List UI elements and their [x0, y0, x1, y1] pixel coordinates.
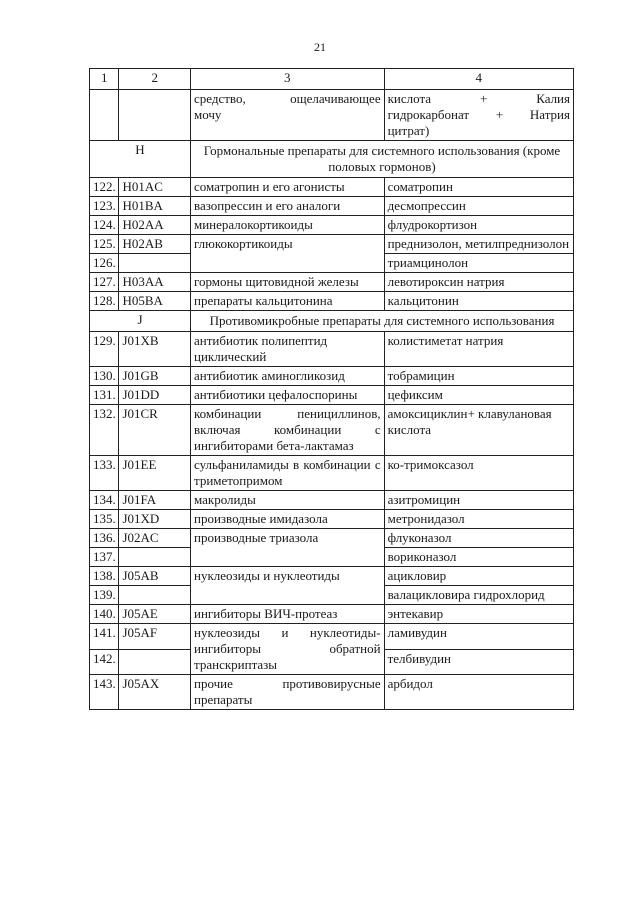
- row-number: 137.: [90, 548, 119, 567]
- table-row: [90, 456, 574, 491]
- row-number: 135.: [90, 510, 119, 529]
- drug-name: цефиксим: [384, 386, 573, 405]
- atc-code: [119, 649, 191, 675]
- table-row: [90, 197, 574, 216]
- atc-code: H01AC: [119, 178, 191, 197]
- drug-name: ламивудин: [384, 624, 573, 650]
- group-line: мочу: [194, 107, 222, 122]
- row-number: 131.: [90, 386, 119, 405]
- section-title: Гормональные препараты для системного использования (кроме половых гормонов): [191, 141, 574, 178]
- drug-group: глюкокортикоиды: [191, 235, 385, 273]
- atc-code: J02AC: [119, 529, 191, 548]
- drug-name: энтекавир: [384, 605, 573, 624]
- header-col-2: 2: [119, 69, 191, 90]
- drug-name: десмопрессин: [384, 197, 573, 216]
- drug-name: левотироксин натрия: [384, 273, 573, 292]
- drug-name: ацикловир: [384, 567, 573, 586]
- atc-code: J05AX: [119, 675, 191, 710]
- atc-code: H01BA: [119, 197, 191, 216]
- drug-group: прочие противовирусные препараты: [191, 675, 385, 710]
- atc-code: J05AF: [119, 624, 191, 650]
- drug-group: нуклеозиды и нуклеотиды: [191, 567, 385, 605]
- drug-name: арбидол: [384, 675, 573, 710]
- drug-name: колистиметат натрия: [384, 332, 573, 367]
- atc-code: J01FA: [119, 491, 191, 510]
- drug-group: гормоны щитовидной железы: [191, 273, 385, 292]
- atc-code: [119, 586, 191, 605]
- drug-line: кислота + Калия: [387, 91, 570, 106]
- section-code: J: [90, 311, 191, 332]
- drug-group: антибиотик аминогликозид: [191, 367, 385, 386]
- drug-name: телбивудин: [384, 649, 573, 675]
- row-number: [90, 90, 119, 141]
- table-row: [90, 178, 574, 197]
- table-row: [90, 235, 574, 254]
- atc-code: H02AB: [119, 235, 191, 254]
- drug-name: соматропин: [384, 178, 573, 197]
- header-col-4: 4: [384, 69, 573, 90]
- row-number: 143.: [90, 675, 119, 710]
- row-number: 136.: [90, 529, 119, 548]
- drug-name: азитромицин: [384, 491, 573, 510]
- drug-name: вориконазол: [384, 548, 573, 567]
- row-number: 140.: [90, 605, 119, 624]
- table-row: [90, 292, 574, 311]
- atc-code: [119, 90, 191, 141]
- drug-name: валацикловира гидрохлорид: [384, 586, 573, 605]
- drug-group: вазопрессин и его аналоги: [191, 197, 385, 216]
- atc-code: H05BA: [119, 292, 191, 311]
- drug-name: флудрокортизон: [384, 216, 573, 235]
- drug-group: нуклеозиды и нуклеотиды-ингибиторы обратной транскриптазы: [191, 624, 385, 675]
- atc-code: [119, 254, 191, 273]
- drug-group: минералокортикоиды: [191, 216, 385, 235]
- drug-name: кальцитонин: [384, 292, 573, 311]
- table-row: [90, 624, 574, 650]
- row-number: 139.: [90, 586, 119, 605]
- row-number: 142.: [90, 649, 119, 675]
- table-row: [90, 605, 574, 624]
- drug-name: тобрамицин: [384, 367, 573, 386]
- drug-name: метронидазол: [384, 510, 573, 529]
- atc-code: H03AA: [119, 273, 191, 292]
- table-row: [90, 216, 574, 235]
- atc-code: [119, 548, 191, 567]
- section-row-j: [90, 311, 574, 332]
- table-row: [90, 386, 574, 405]
- section-code: H: [90, 141, 191, 178]
- drug-group: производные триазола: [191, 529, 385, 567]
- atc-code: J01XB: [119, 332, 191, 367]
- atc-code: J05AB: [119, 567, 191, 586]
- row-number: 141.: [90, 624, 119, 650]
- table-row: [90, 491, 574, 510]
- drug-line: цитрат): [387, 123, 430, 138]
- group-line: средство, ощелачивающее: [194, 91, 381, 106]
- drug-line: гидрокарбонат + Натрия: [387, 107, 570, 122]
- row-number: 130.: [90, 367, 119, 386]
- row-number: 133.: [90, 456, 119, 491]
- table-row: [90, 405, 574, 456]
- table-row: [90, 510, 574, 529]
- drug-name: преднизолон, метилпреднизолон: [384, 235, 573, 254]
- atc-code: J05AE: [119, 605, 191, 624]
- drug-group: антибиотики цефалоспорины: [191, 386, 385, 405]
- drug-name: амоксициклин+ клавулановая кислота: [384, 405, 573, 456]
- row-number: 127.: [90, 273, 119, 292]
- atc-code: H02AA: [119, 216, 191, 235]
- atc-code: J01CR: [119, 405, 191, 456]
- section-title: Противомикробные препараты для системного использования: [191, 311, 574, 332]
- row-number: 128.: [90, 292, 119, 311]
- row-number: 125.: [90, 235, 119, 254]
- drug-name: [384, 90, 573, 141]
- page-number: 21: [314, 40, 326, 54]
- table-row: [90, 675, 574, 710]
- drug-group: сульфаниламиды в комбинации с триметопримом: [191, 456, 385, 491]
- table-row: [90, 367, 574, 386]
- table-row: [90, 332, 574, 367]
- row-number: 132.: [90, 405, 119, 456]
- drug-group: макролиды: [191, 491, 385, 510]
- drug-group: [191, 90, 385, 141]
- table-row: [90, 567, 574, 586]
- drug-group: производные имидазола: [191, 510, 385, 529]
- atc-code: J01EE: [119, 456, 191, 491]
- row-number: 122.: [90, 178, 119, 197]
- table-header-row: [90, 69, 574, 90]
- atc-code: J01GB: [119, 367, 191, 386]
- drug-group: соматропин и его агонисты: [191, 178, 385, 197]
- drug-group: антибиотик полипептид циклический: [191, 332, 385, 367]
- table-row: [90, 529, 574, 548]
- row-number: 134.: [90, 491, 119, 510]
- drug-name: триамцинолон: [384, 254, 573, 273]
- section-row-h: [90, 141, 574, 178]
- atc-code: J01DD: [119, 386, 191, 405]
- drug-name: ко-тримоксазол: [384, 456, 573, 491]
- header-col-3: 3: [191, 69, 385, 90]
- row-number: 123.: [90, 197, 119, 216]
- drug-group: комбинации пенициллинов, включая комбинации с ингибиторами бета-лактамаз: [191, 405, 385, 456]
- row-number: 138.: [90, 567, 119, 586]
- drug-group: препараты кальцитонина: [191, 292, 385, 311]
- row-number: 126.: [90, 254, 119, 273]
- header-col-1: 1: [90, 69, 119, 90]
- drug-name: флуконазол: [384, 529, 573, 548]
- row-number: 124.: [90, 216, 119, 235]
- table-row-continuation: [90, 90, 574, 141]
- table-row: [90, 273, 574, 292]
- drug-table: [89, 68, 574, 710]
- atc-code: J01XD: [119, 510, 191, 529]
- row-number: 129.: [90, 332, 119, 367]
- drug-group: ингибиторы ВИЧ-протеаз: [191, 605, 385, 624]
